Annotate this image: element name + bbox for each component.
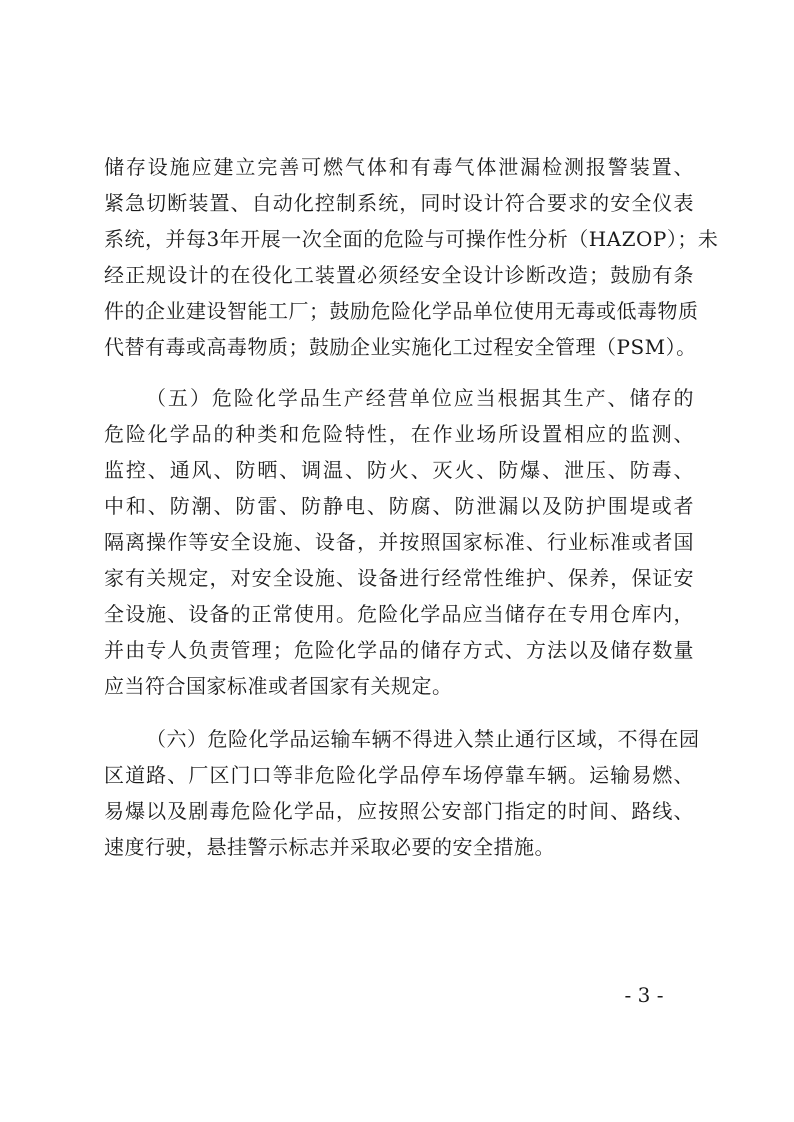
- body-text-line: 危险化学品的种类和危险特性，在作业场所设置相应的监测、: [104, 422, 694, 446]
- body-text-line: 隔离操作等安全设施、设备，并按照国家标准、行业标准或者国: [104, 530, 694, 554]
- body-text-line: 经正规设计的在役化工装置必须经安全设计诊断改造；鼓励有条: [104, 263, 694, 287]
- body-text-line: 紧急切断装置、自动化控制系统，同时设计符合要求的安全仪表: [104, 191, 694, 215]
- body-text-line: 并由专人负责管理；危险化学品的储存方式、方法以及储存数量: [104, 638, 694, 662]
- body-text-line: 储存设施应建立完善可燃气体和有毒气体泄漏检测报警装置、: [104, 155, 694, 179]
- paragraph-heading-line: （五）危险化学品生产经营单位应当根据其生产、储存的: [146, 386, 694, 410]
- body-text-line: 件的企业建设智能工厂；鼓励危险化学品单位使用无毒或低毒物质: [104, 299, 699, 323]
- page-number: - 3 -: [624, 983, 664, 1007]
- paragraph-heading-line: （六）危险化学品运输车辆不得进入禁止通行区域，不得在园: [146, 727, 700, 751]
- body-text-line: 易爆以及剧毒危险化学品，应按照公安部门指定的时间、路线、: [104, 799, 694, 823]
- body-text-line: 中和、防潮、防雷、防静电、防腐、防泄漏以及防护围堤或者: [104, 494, 694, 518]
- body-text-line: 速度行驶，悬挂警示标志并采取必要的安全措施。: [104, 835, 555, 859]
- body-text-line: 家有关规定，对安全设施、设备进行经常性维护、保养，保证安: [104, 566, 694, 590]
- body-text-line: 全设施、设备的正常使用。危险化学品应当储存在专用仓库内，: [104, 602, 694, 626]
- body-text-line: 系统，并每3年开展一次全面的危险与可操作性分析（HAZOP）；未: [104, 227, 719, 251]
- body-text-line: 监控、通风、防晒、调温、防火、灭火、防爆、泄压、防毒、: [104, 458, 694, 482]
- body-text-line: 应当符合国家标准或者国家有关规定。: [104, 674, 453, 698]
- body-text-line: 区道路、厂区门口等非危险化学品停车场停靠车辆。运输易燃、: [104, 763, 694, 787]
- body-text-line: 代替有毒或高毒物质；鼓励企业实施化工过程安全管理（PSM）。: [104, 335, 697, 359]
